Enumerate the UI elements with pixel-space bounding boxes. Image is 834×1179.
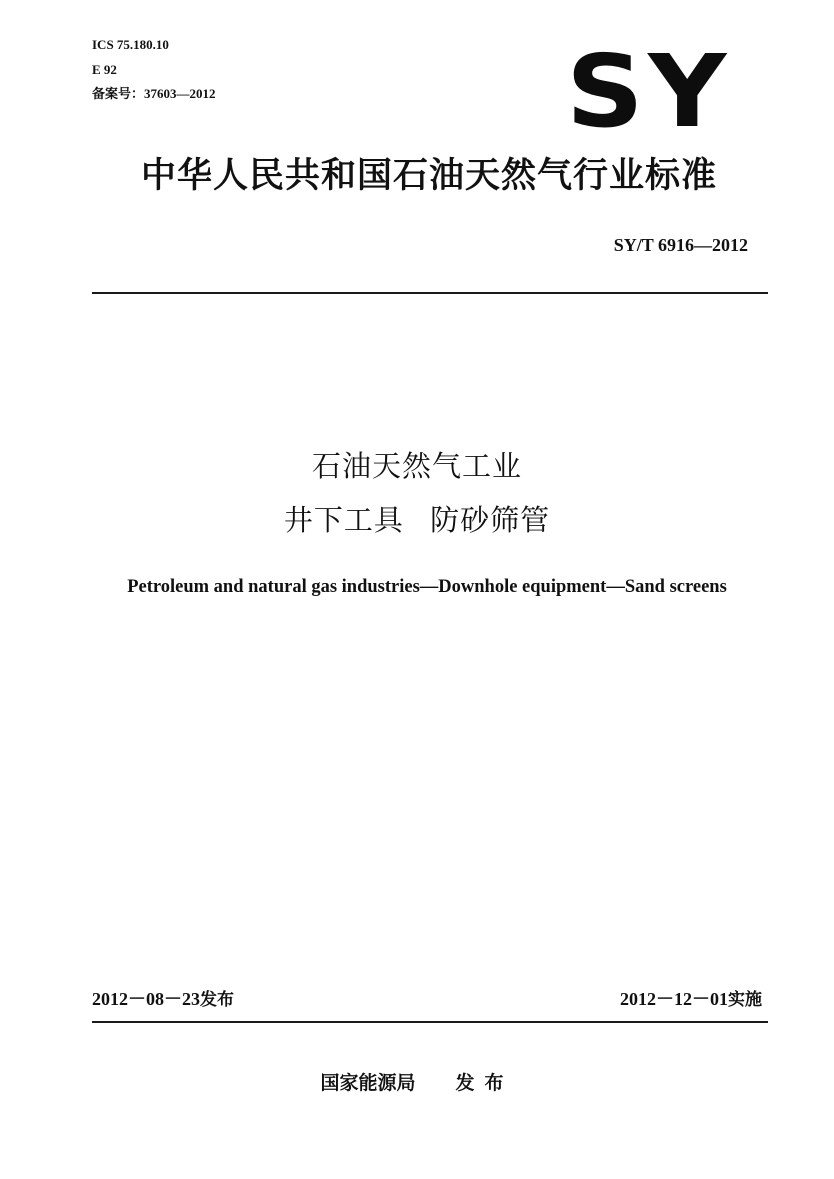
publisher-line [0,1070,834,1096]
implementation-date: 2012－12－01 [620,989,728,1009]
title-cn-line1: 石油天然气工业 [311,449,522,483]
issue-date-block [92,988,234,1011]
filing-number: 备案号：37603—2012 [92,86,216,101]
top-divider [92,292,768,294]
publisher-action: 发布 [455,1072,514,1094]
title-cn-line2: 井下工具 防砂筛管 [283,503,551,537]
title-en: Petroleum and natural gas industries—Downhole equipment—Sand screens [127,577,727,597]
publisher-name: 国家能源局 [320,1072,416,1094]
standard-type-heading: 中华人民共和国石油天然气行业标准 [140,156,717,196]
classification-code: E 92 [92,62,117,77]
implementation-date-block [620,988,762,1011]
ics-code: ICS 75.180.10 [92,37,169,52]
implementation-label: 实施 [728,990,762,1010]
issue-label: 发布 [200,990,234,1010]
standard-number: SY/T 6916—2012 [613,235,748,255]
issue-date: 2012－08－23 [92,989,200,1009]
sy-logo: SY [566,33,731,150]
bottom-divider [92,1021,768,1023]
